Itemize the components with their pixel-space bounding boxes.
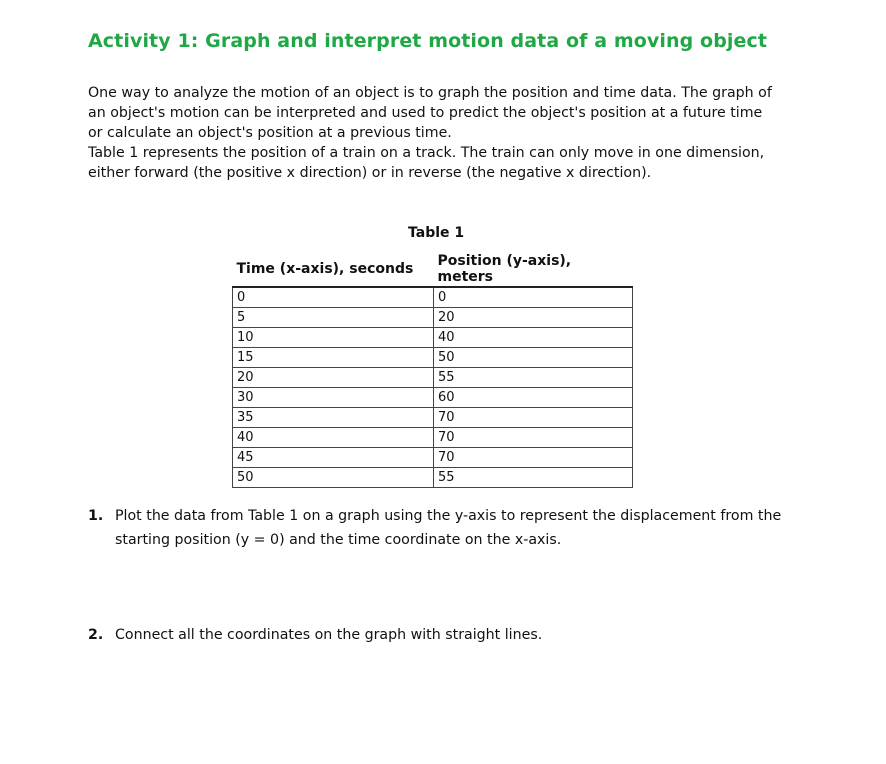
position-cell: 60: [434, 388, 633, 408]
table-row: [233, 328, 633, 348]
time-cell: 0: [233, 287, 434, 308]
position-cell: 40: [434, 328, 633, 348]
position-cell: 70: [434, 448, 633, 468]
intro-text: [88, 83, 778, 183]
position-cell: 55: [434, 368, 633, 388]
question-number: 1.: [88, 508, 104, 524]
time-cell: 20: [233, 368, 434, 388]
table-row: [233, 468, 633, 488]
time-cell: 30: [233, 388, 434, 408]
table-row: [233, 368, 633, 388]
time-cell: 45: [233, 448, 434, 468]
time-cell: 5: [233, 308, 434, 328]
header-position: Position (y-axis), meters: [434, 252, 633, 287]
question-number: 2.: [88, 627, 104, 643]
time-cell: 35: [233, 408, 434, 428]
table-header-row: [233, 252, 633, 287]
table-row: [233, 408, 633, 428]
position-cell: 50: [434, 348, 633, 368]
motion-data-table: [232, 252, 633, 488]
table-body: [233, 287, 633, 488]
question-2: [88, 623, 805, 647]
activity-title: Activity 1: Graph and interpret motion data of a moving object: [88, 30, 768, 52]
intro-paragraph-2: Table 1 represents the position of a train on a track. The train can only move in one dimension, either forward (the positive x direction) or in reverse (the negative x direction).: [88, 145, 765, 181]
table-row: [233, 388, 633, 408]
question-text: Connect all the coordinates on the graph with straight lines.: [115, 627, 543, 643]
position-cell: 20: [434, 308, 633, 328]
question-text: Plot the data from Table 1 on a graph using the y-axis to represent the displacement from the starting position (y = 0) and the time coordinate on the x-axis.: [115, 508, 782, 548]
table-row: [233, 287, 633, 308]
time-cell: 10: [233, 328, 434, 348]
table-row: [233, 428, 633, 448]
time-cell: 40: [233, 428, 434, 448]
position-cell: 0: [434, 287, 633, 308]
table-row: [233, 308, 633, 328]
position-cell: 55: [434, 468, 633, 488]
time-cell: 50: [233, 468, 434, 488]
table-row: [233, 348, 633, 368]
table-row: [233, 448, 633, 468]
table-caption: Table 1: [408, 225, 465, 241]
time-cell: 15: [233, 348, 434, 368]
question-1: [88, 504, 805, 552]
header-time: Time (x-axis), seconds: [233, 252, 434, 287]
position-cell: 70: [434, 408, 633, 428]
intro-paragraph-1: One way to analyze the motion of an object is to graph the position and time data. The graph of an object's motion can be interpreted and used to predict the object's position at a future time or calculate an object's position at a previous time.: [88, 85, 772, 141]
position-cell: 70: [434, 428, 633, 448]
